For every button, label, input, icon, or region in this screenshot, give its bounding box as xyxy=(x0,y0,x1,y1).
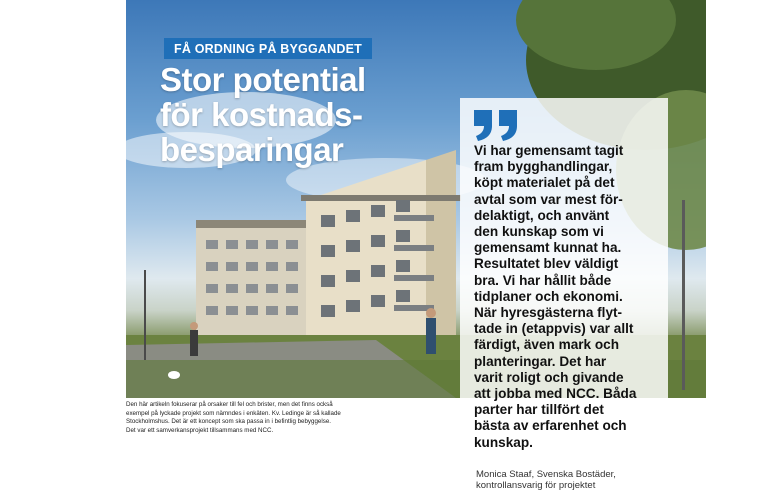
quote-line: färdigt, även mark och xyxy=(474,337,620,353)
quote-line: att jobba med NCC. Båda xyxy=(474,386,637,402)
section-kicker: FÅ ORDNING PÅ BYGGANDET xyxy=(164,38,372,59)
quote-line: tidplaner och ekonomi. xyxy=(474,288,623,304)
headline xyxy=(160,62,420,167)
quote-line: Resultatet blev väldigt xyxy=(474,256,619,272)
caption-line: exempel på lyckade projekt som nämndes i enkäten. Kv. Ledinge är så kallade xyxy=(126,409,341,417)
quote-line: gemensamt kunnat ha. xyxy=(474,240,622,256)
pull-quote-text xyxy=(474,143,670,451)
quote-attribution xyxy=(476,469,616,491)
caption-line: Det var ett samverkansprojekt tillsammans med NCC. xyxy=(126,426,274,434)
caption-line: Den här artikeln fokuserar på orsaker till fel och brister, men det finns också xyxy=(126,401,333,408)
quote-line: Vi har gemensamt tagit xyxy=(474,143,624,158)
quote-line: den kunskap som vi xyxy=(474,224,604,240)
quote-mark-icon xyxy=(472,108,522,142)
quote-line: köpt materialet på det xyxy=(474,175,615,191)
quote-line: avtal som var mest för- xyxy=(474,191,623,207)
headline-line: Stor potential xyxy=(160,61,366,98)
quote-line: kunskap. xyxy=(474,434,533,450)
headline-line: besparingar xyxy=(160,131,344,168)
quote-line: parter har tillfört det xyxy=(474,402,604,418)
quote-line: bra. Vi har hållit både xyxy=(474,272,612,288)
quote-line: tade in (etappvis) var allt xyxy=(474,321,634,337)
quote-line: bästa av erfarenhet och xyxy=(474,418,627,434)
quote-line: planteringar. Det har xyxy=(474,353,607,369)
photo-caption xyxy=(126,401,416,435)
quote-line: delaktigt, och använt xyxy=(474,207,610,223)
attribution-line: Monica Staaf, Svenska Bostäder, xyxy=(476,469,616,480)
quote-line: varit roligt och givande xyxy=(474,369,624,385)
attribution-line: kontrollansvarig för projektet xyxy=(476,480,596,491)
quote-line: När hyresgästerna flyt- xyxy=(474,305,623,321)
caption-line: Stockholmshus. Det är ett koncept som ska passa in i befintlig bebyggelse. xyxy=(126,418,331,426)
quote-line: fram bygghandlingar, xyxy=(474,159,613,175)
headline-line: för kostnads- xyxy=(160,96,363,133)
